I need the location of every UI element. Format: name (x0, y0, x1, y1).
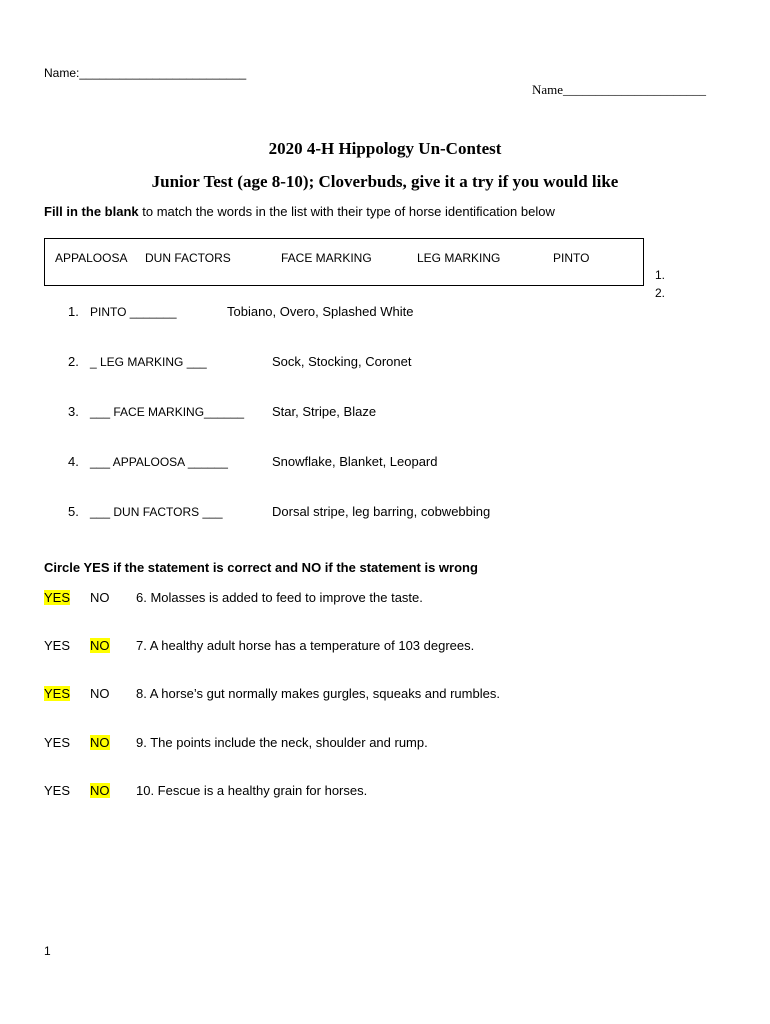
no-option[interactable]: NO (90, 735, 110, 750)
fill-instruction-bold: Fill in the blank (44, 204, 139, 219)
statement-text: 9. The points include the neck, shoulder and rump. (136, 735, 428, 750)
fill-item-clue: Snowflake, Blanket, Leopard (272, 454, 438, 469)
fill-item-answer: ___ DUN FACTORS ___ (90, 505, 223, 519)
name-field-left: Name:_________________________ (44, 66, 247, 80)
fill-item-number: 4. (68, 454, 79, 469)
word-bank-item: LEG MARKING (417, 251, 501, 265)
statement-text: 6. Molasses is added to feed to improve the taste. (136, 590, 423, 605)
statement-text: 10. Fescue is a healthy grain for horses. (136, 783, 368, 798)
fill-item-number: 5. (68, 504, 79, 519)
no-option[interactable]: NO (90, 686, 110, 701)
word-bank-item: PINTO (553, 251, 590, 265)
fill-item-clue: Dorsal stripe, leg barring, cobwebbing (272, 504, 491, 519)
fill-item-clue: Sock, Stocking, Coronet (272, 354, 412, 369)
page-number: 1 (44, 944, 51, 958)
page-title: 2020 4-H Hippology Un-Contest (268, 139, 502, 158)
word-bank-item: FACE MARKING (281, 251, 372, 265)
fill-instruction (44, 204, 555, 219)
yes-option[interactable]: YES (44, 686, 71, 701)
fill-item-answer: PINTO _______ (90, 305, 177, 319)
side-number: 2. (655, 286, 666, 300)
no-option[interactable]: NO (90, 783, 110, 798)
no-option[interactable]: NO (90, 590, 110, 605)
circle-instruction: Circle YES if the statement is correct and NO if the statement is wrong (44, 560, 478, 575)
page-subtitle: Junior Test (age 8-10); Cloverbuds, give it a try if you would like (151, 172, 619, 191)
fill-instruction-rest: to match the words in the list with their type of horse identification below (138, 204, 555, 219)
side-number: 1. (655, 268, 666, 282)
yes-option[interactable]: YES (44, 590, 71, 605)
no-option[interactable]: NO (90, 638, 110, 653)
word-bank-item: APPALOOSA (55, 251, 128, 265)
yes-option[interactable]: YES (44, 638, 71, 653)
yes-option[interactable]: YES (44, 735, 71, 750)
fill-item-number: 3. (68, 404, 79, 419)
word-bank-item: DUN FACTORS (145, 251, 231, 265)
fill-item-clue: Star, Stripe, Blaze (272, 404, 377, 419)
fill-item-answer: ___ FACE MARKING______ (90, 405, 245, 419)
name-field-right: Name______________________ (532, 82, 707, 97)
fill-item-answer: _ LEG MARKING ___ (90, 355, 207, 369)
fill-item-number: 1. (68, 304, 79, 319)
fill-item-number: 2. (68, 354, 79, 369)
fill-item-answer: ___ APPALOOSA ______ (90, 455, 228, 469)
fill-item-clue: Tobiano, Overo, Splashed White (227, 304, 414, 319)
statement-text: 7. A healthy adult horse has a temperature of 103 degrees. (136, 638, 475, 653)
statement-text: 8. A horse’s gut normally makes gurgles, squeaks and rumbles. (136, 686, 500, 701)
yes-option[interactable]: YES (44, 783, 71, 798)
